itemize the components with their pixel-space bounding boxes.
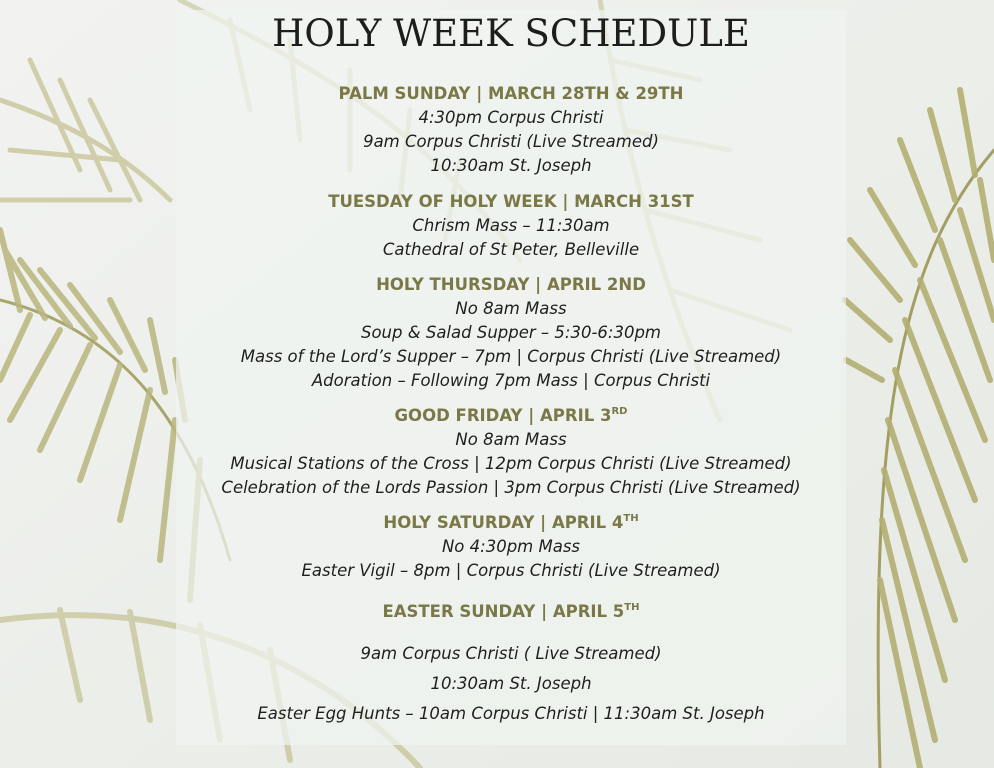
schedule-line: 10:30am St. Joseph xyxy=(430,156,592,175)
schedule-line: 10:30am St. Joseph xyxy=(430,674,592,693)
heading-text: GOOD FRIDAY | APRIL 3 xyxy=(394,406,612,425)
section-palm-sunday xyxy=(176,82,846,178)
schedule-line: Celebration of the Lords Passion | 3pm Corpus Christi (Live Streamed) xyxy=(221,478,801,497)
schedule-line: Soup & Salad Supper – 5:30-6:30pm xyxy=(360,323,661,342)
section-heading xyxy=(176,511,846,535)
section-good-friday xyxy=(176,404,846,500)
schedule-content xyxy=(176,10,846,729)
schedule-line: No 4:30pm Mass xyxy=(441,537,581,556)
heading-suffix: TH xyxy=(624,602,640,613)
schedule-line: Adoration – Following 7pm Mass | Corpus Christi xyxy=(311,371,711,390)
heading-suffix: TH xyxy=(623,513,639,524)
schedule-line: Musical Stations of the Cross | 12pm Corpus Christi (Live Streamed) xyxy=(230,454,792,473)
schedule-line: No 8am Mass xyxy=(455,430,567,449)
schedule-line: Easter Vigil – 8pm | Corpus Christi (Live Streamed) xyxy=(301,561,721,580)
section-heading: TUESDAY OF HOLY WEEK | MARCH 31ST xyxy=(328,192,694,211)
section-heading xyxy=(176,600,846,624)
schedule-line: 9am Corpus Christi ( Live Streamed) xyxy=(360,644,662,663)
schedule-line: Mass of the Lord’s Supper – 7pm | Corpus Christi (Live Streamed) xyxy=(240,347,782,366)
section-holy-saturday xyxy=(176,511,846,583)
schedule-line: 9am Corpus Christi (Live Streamed) xyxy=(363,132,659,151)
schedule-line: Easter Egg Hunts – 10am Corpus Christi | 11:30am St. Joseph xyxy=(257,704,765,723)
schedule-line: Cathedral of St Peter, Belleville xyxy=(382,240,640,259)
heading-suffix: RD xyxy=(611,406,628,417)
section-heading: PALM SUNDAY | MARCH 28TH & 29TH xyxy=(338,84,684,103)
heading-text: EASTER SUNDAY | APRIL 5 xyxy=(382,602,625,621)
schedule-line: 4:30pm Corpus Christi xyxy=(418,108,604,127)
schedule-line: Chrism Mass – 11:30am xyxy=(412,216,610,235)
section-tuesday xyxy=(176,190,846,262)
section-easter-sunday xyxy=(176,600,846,729)
section-holy-thursday xyxy=(176,273,846,393)
page-title: HOLY WEEK SCHEDULE xyxy=(272,12,750,55)
heading-text: HOLY SATURDAY | APRIL 4 xyxy=(383,513,624,532)
section-heading: HOLY THURSDAY | APRIL 2ND xyxy=(376,275,646,294)
schedule-line: No 8am Mass xyxy=(455,299,567,318)
section-heading xyxy=(176,404,846,428)
